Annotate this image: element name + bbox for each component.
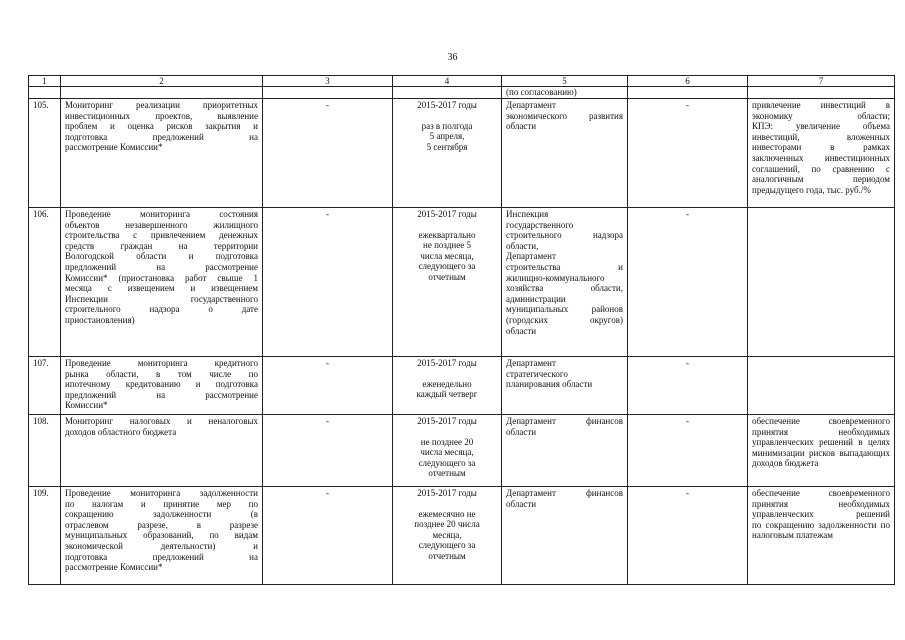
text-line: рассмотрение Комиссии* bbox=[65, 142, 163, 153]
text-line: месяца с извещением и извещением bbox=[65, 283, 258, 294]
schedule-line: 5 апреля, bbox=[429, 131, 465, 142]
table-row bbox=[29, 357, 895, 415]
text-line: Инспекции государственного bbox=[65, 293, 258, 304]
column-header-row bbox=[29, 76, 895, 87]
text-line: инвесторами в рамках bbox=[752, 142, 890, 153]
text-line: администрации bbox=[506, 293, 566, 304]
period-text: 2015-2017 годы bbox=[417, 416, 477, 426]
schedule-line: ежемесячно не bbox=[418, 508, 476, 519]
schedule-line: отчетным bbox=[428, 550, 466, 561]
text-line: Мониторинг реализации приоритетных bbox=[65, 100, 258, 110]
text-line: подготовка предложений на bbox=[65, 131, 258, 142]
period-cell bbox=[393, 208, 502, 357]
table-row bbox=[29, 415, 895, 487]
column-6-cell: - bbox=[628, 357, 748, 415]
text-line: обеспечение своевременного bbox=[752, 416, 890, 426]
result-cell bbox=[748, 487, 895, 585]
spacer bbox=[397, 369, 497, 379]
text-line: сокращению задолженности (в bbox=[65, 509, 258, 520]
text-line: экономического развития bbox=[506, 110, 623, 121]
empty-cell bbox=[61, 87, 263, 99]
text-line: Департамент bbox=[506, 358, 556, 368]
responsible-cell bbox=[502, 99, 628, 208]
text-line: по налогам и принятие мер по bbox=[65, 498, 258, 509]
text-line: приостановления) bbox=[65, 314, 135, 325]
text-line: государственного bbox=[506, 219, 574, 230]
text-line: предложений на рассмотрение bbox=[65, 389, 258, 400]
result-cell bbox=[748, 357, 895, 415]
row-number: 106. bbox=[29, 208, 61, 357]
text-line: подготовка предложений на bbox=[65, 551, 258, 562]
responsible-cell bbox=[502, 415, 628, 487]
spacer bbox=[397, 220, 497, 230]
text-line: ипотечному кредитованию и подготовка bbox=[65, 379, 258, 390]
column-header: 4 bbox=[393, 76, 502, 87]
schedule-line: числа месяца, bbox=[420, 250, 474, 261]
text-line: отраслевом разрезе, в разрезе bbox=[65, 519, 258, 530]
schedule-line: ежеквартально bbox=[418, 229, 476, 240]
row-number: 105. bbox=[29, 99, 61, 208]
text-line: области bbox=[506, 121, 537, 132]
measure-cell bbox=[61, 415, 263, 487]
measure-cell bbox=[61, 99, 263, 208]
text-line: проблем и оценка рисков закрытия и bbox=[65, 121, 258, 132]
column-6-cell: - bbox=[628, 208, 748, 357]
table-row bbox=[29, 99, 895, 208]
text-line: доходов бюджета bbox=[752, 458, 819, 469]
text-line: области bbox=[506, 325, 537, 336]
column-6-cell: - bbox=[628, 415, 748, 487]
text-line: Департамент финансов bbox=[506, 488, 623, 498]
text-line: инвестиций, вложенных bbox=[752, 131, 890, 142]
measures-table bbox=[28, 75, 895, 585]
spacer bbox=[397, 111, 497, 121]
text-line: принятия необходимых bbox=[752, 426, 890, 437]
empty-cell bbox=[393, 87, 502, 99]
text-line: налоговым платежам bbox=[752, 530, 833, 541]
text-line: предыдущего года, тыс. руб./% bbox=[752, 184, 871, 195]
text-line: Вологодской области и подготовка bbox=[65, 251, 258, 262]
text-line: жилищно-коммунального bbox=[506, 272, 605, 283]
co-executor-cell: - bbox=[263, 487, 393, 585]
text-line: Комиссии* (приостановка работ свыше 1 bbox=[65, 272, 258, 283]
text-line: управленческих решений в целях bbox=[752, 437, 890, 448]
text-line: строительства с привлечением денежных bbox=[65, 230, 258, 241]
text-line: строительного надзора bbox=[506, 230, 623, 241]
measure-cell bbox=[61, 487, 263, 585]
schedule-line: каждый четверг bbox=[416, 389, 478, 400]
text-line: хозяйства области, bbox=[506, 283, 623, 294]
text-line: обеспечение своевременного bbox=[752, 488, 890, 498]
responsible-cell bbox=[502, 208, 628, 357]
co-executor-cell: - bbox=[263, 357, 393, 415]
empty-cell bbox=[748, 87, 895, 99]
column-6-cell: - bbox=[628, 487, 748, 585]
schedule-line: не позднее 5 bbox=[423, 240, 471, 251]
text-line: рынка области, в том числе по bbox=[65, 368, 258, 379]
period-cell bbox=[393, 99, 502, 208]
responsible-cell bbox=[502, 487, 628, 585]
text-line: управленческих решений bbox=[752, 509, 890, 520]
text-line: области bbox=[506, 498, 537, 509]
spacer bbox=[397, 427, 497, 437]
spacer bbox=[397, 499, 497, 509]
text-line: области bbox=[506, 426, 537, 437]
schedule-line: позднее 20 числа bbox=[414, 519, 480, 530]
text-line: соглашений, по сравнению с bbox=[752, 163, 890, 174]
text-line: привлечение инвестиций в bbox=[752, 100, 890, 110]
schedule-line: отчетным bbox=[428, 468, 466, 479]
column-header: 5 bbox=[502, 76, 628, 87]
text-line: инвестиционных проектов, выявление bbox=[65, 110, 258, 121]
text-line: рассмотрение Комиссии* bbox=[65, 562, 163, 573]
text-line: области, bbox=[506, 240, 539, 251]
schedule-line: месяца, bbox=[432, 529, 462, 540]
table-row bbox=[29, 208, 895, 357]
schedule-line: раз в полгода bbox=[421, 120, 473, 131]
schedule-line: следующего за bbox=[418, 457, 476, 468]
row-number: 109. bbox=[29, 487, 61, 585]
text-line: доходов областного бюджета bbox=[65, 426, 177, 437]
period-cell bbox=[393, 487, 502, 585]
co-executor-cell: - bbox=[263, 208, 393, 357]
result-cell bbox=[748, 415, 895, 487]
column-header: 7 bbox=[748, 76, 895, 87]
text-line: Проведение мониторинга состояния bbox=[65, 209, 258, 219]
text-line: (городских округов) bbox=[506, 314, 623, 325]
period-text: 2015-2017 годы bbox=[417, 358, 477, 368]
text-line: Проведение мониторинга задолженности bbox=[65, 488, 258, 498]
schedule-line: числа месяца, bbox=[420, 447, 474, 458]
responsible-cell bbox=[502, 357, 628, 415]
schedule-line: еженедельно bbox=[422, 378, 472, 389]
row-number: 108. bbox=[29, 415, 61, 487]
text-line: Проведение мониторинга кредитного bbox=[65, 358, 258, 368]
text-line: стратегического bbox=[506, 368, 568, 379]
text-line: объектов незавершенного жилищного bbox=[65, 219, 258, 230]
text-line: строительства и bbox=[506, 261, 623, 272]
text-line: муниципальных образований, по видам bbox=[65, 530, 258, 541]
text-line: КПЭ: увеличение объема bbox=[752, 121, 890, 132]
text-line: экономической деятельности) и bbox=[65, 540, 258, 551]
measure-cell bbox=[61, 208, 263, 357]
column-6-cell: - bbox=[628, 99, 748, 208]
table-row bbox=[29, 487, 895, 585]
text-line: Департамент финансов bbox=[506, 416, 623, 426]
empty-cell bbox=[628, 87, 748, 99]
text-line: заключенных инвестиционных bbox=[752, 152, 890, 163]
text-line: по сокращению задолженности по bbox=[752, 519, 890, 530]
measure-cell bbox=[61, 357, 263, 415]
empty-cell bbox=[263, 87, 393, 99]
text-line: принятия необходимых bbox=[752, 498, 890, 509]
column-header: 1 bbox=[29, 76, 61, 87]
schedule-line: следующего за bbox=[418, 261, 476, 272]
text-line: Департамент bbox=[506, 251, 556, 262]
period-text: 2015-2017 годы bbox=[417, 488, 477, 498]
period-text: 2015-2017 годы bbox=[417, 100, 477, 110]
page-number: 36 bbox=[447, 52, 458, 63]
column-header: 6 bbox=[628, 76, 748, 87]
schedule-line: не позднее 20 bbox=[420, 436, 474, 447]
result-cell bbox=[748, 208, 895, 357]
text-line: планирования области bbox=[506, 379, 593, 390]
text-line: средств граждан на территории bbox=[65, 240, 258, 251]
schedule-line: 5 сентября bbox=[426, 141, 468, 152]
result-cell bbox=[748, 99, 895, 208]
text-line: предложений на рассмотрение bbox=[65, 261, 258, 272]
text-line: Департамент bbox=[506, 100, 556, 110]
text-line: строительного надзора о дате bbox=[65, 304, 258, 315]
text-line: аналогичным периодом bbox=[752, 174, 890, 185]
schedule-line: следующего за bbox=[418, 540, 476, 551]
text-line: Инспекция bbox=[506, 209, 549, 219]
text-line: экономику области; bbox=[752, 110, 890, 121]
period-cell bbox=[393, 357, 502, 415]
continuation-row bbox=[29, 87, 895, 99]
text-line: Мониторинг налоговых и неналоговых bbox=[65, 416, 258, 426]
column-header: 2 bbox=[61, 76, 263, 87]
text-line: минимизации рисков выпадающих bbox=[752, 447, 890, 458]
text-line: муниципальных районов bbox=[506, 304, 623, 315]
co-executor-cell: - bbox=[263, 99, 393, 208]
column-header: 3 bbox=[263, 76, 393, 87]
schedule-line: отчетным bbox=[428, 271, 466, 282]
co-executor-cell: - bbox=[263, 415, 393, 487]
row-number: 107. bbox=[29, 357, 61, 415]
empty-cell bbox=[29, 87, 61, 99]
period-text: 2015-2017 годы bbox=[417, 209, 477, 219]
continuation-note: (по согласованию) bbox=[502, 87, 628, 99]
text-line: Комиссии* bbox=[65, 400, 108, 411]
period-cell bbox=[393, 415, 502, 487]
